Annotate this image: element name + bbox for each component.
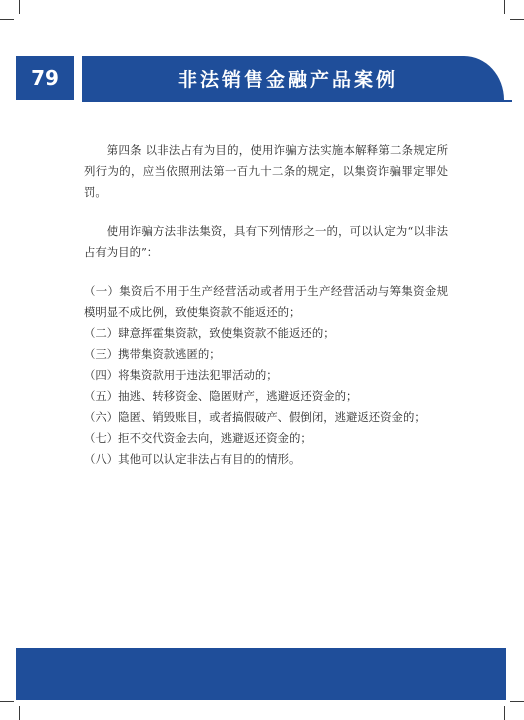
crop-mark-bottom-left-v: [19, 706, 20, 720]
crop-mark-top-right-h: [510, 19, 524, 20]
page-title: [82, 56, 504, 100]
list-item: （三）携带集资款逃匿的；: [84, 347, 221, 361]
list-item: （二）肆意挥霍集资款，致使集资款不能返还的；: [84, 326, 335, 340]
list-item: （一）集资后不用于生产经营活动或者用于生产经营活动与筹集资金规模明显不成比例，致使集资款不能返还的；: [84, 284, 448, 319]
list-item: （五）抽逃、转移资金、隐匿财产，逃避返还资金的；: [84, 389, 358, 403]
article-paragraph: 第四条 以非法占有为目的，使用诈骗方法实施本解释第二条规定所列行为的，应当依照刑法第一百九十二条的规定，以集资诈骗罪定罪处罚。: [84, 143, 448, 199]
document-body: [84, 140, 448, 470]
list-item: （七）拒不交代资金去向，逃避返还资金的；: [84, 431, 312, 445]
list-item: （八）其他可以认定非法占有目的的情形。: [84, 452, 301, 466]
crop-mark-bottom-left-h: [0, 701, 14, 702]
crop-mark-top-left-v: [19, 0, 20, 14]
crop-mark-bottom-right-h: [510, 701, 524, 702]
page-number: 79: [16, 56, 74, 100]
intro-paragraph: 使用诈骗方法非法集资，具有下列情形之一的，可以认定为“以非法占有为目的”：: [84, 224, 448, 259]
crop-mark-top-left-h: [0, 19, 14, 20]
list-item: （六）隐匿、销毁账目，或者搞假破产、假倒闭，逃避返还资金的；: [84, 410, 426, 424]
crop-mark-bottom-right-v: [504, 706, 505, 720]
page-title-text: 非法销售金融产品案例: [178, 68, 399, 91]
footer-bar: [16, 648, 506, 700]
header-divider: [82, 100, 512, 102]
crop-mark-top-right-v: [504, 0, 505, 14]
list-item: （四）将集资款用于违法犯罪活动的；: [84, 368, 278, 382]
